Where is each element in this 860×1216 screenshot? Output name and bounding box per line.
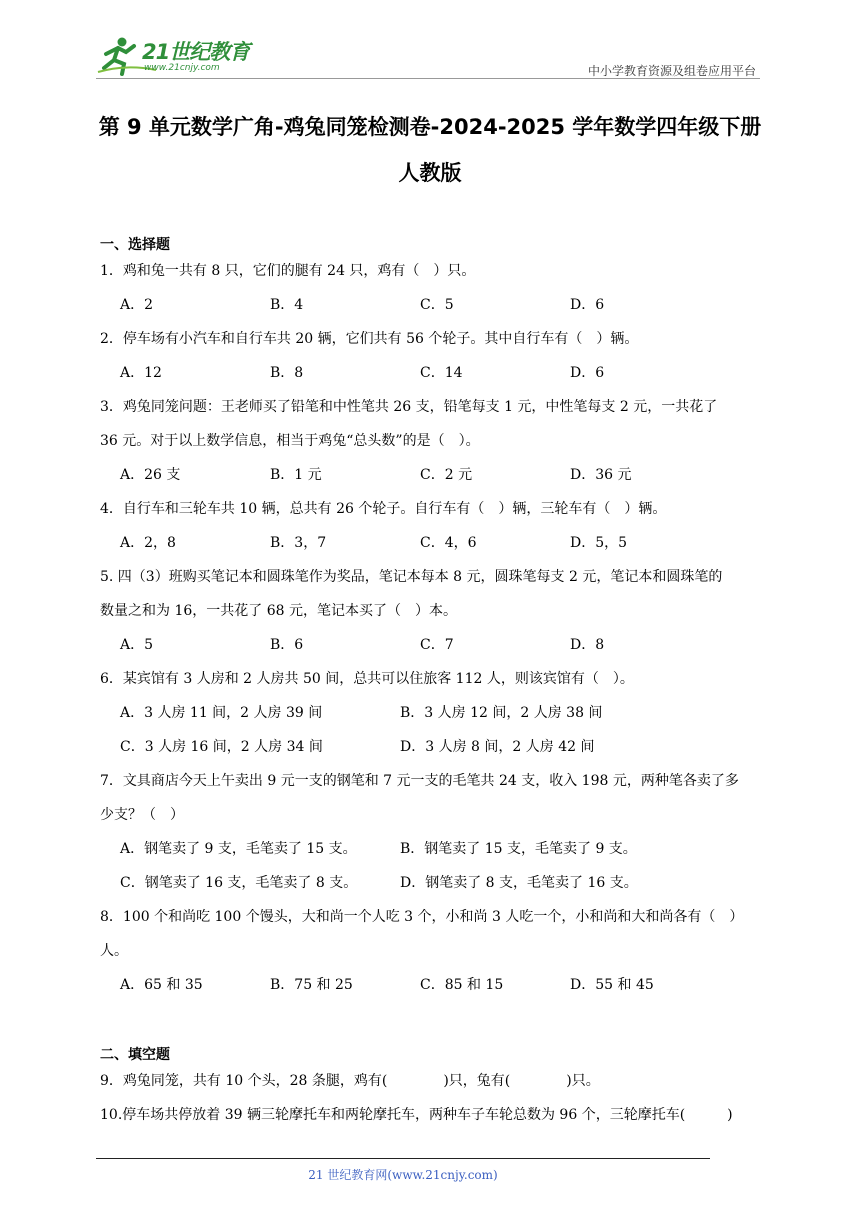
answer-option[interactable]: D．钢笔卖了 8 支，毛笔卖了 16 支。 [400, 875, 638, 891]
question-item [100, 390, 764, 492]
section-multiple-choice [100, 236, 764, 1002]
question-text: 6．某宾馆有 3 人房和 2 人房共 50 间，总共可以住旅客 112 人，则该宾馆有（ ）。 [100, 671, 634, 687]
site-logo [96, 34, 266, 76]
answer-option[interactable]: C．14 [420, 365, 463, 381]
options-row [100, 526, 764, 560]
answer-option[interactable]: B．钢笔卖了 15 支，毛笔卖了 9 支。 [400, 841, 637, 857]
question-item [100, 900, 764, 1002]
question-item [100, 764, 764, 900]
header-divider [96, 78, 760, 79]
answer-option[interactable]: B．4 [270, 297, 304, 313]
answer-option[interactable]: A．26 支 [120, 467, 181, 483]
footer-divider [96, 1158, 710, 1159]
answer-option[interactable]: A．钢笔卖了 9 支，毛笔卖了 15 支。 [120, 841, 357, 857]
answer-option[interactable]: B．3 人房 12 间，2 人房 38 间 [400, 705, 603, 721]
answer-option[interactable]: D．5，5 [570, 535, 628, 551]
answer-option[interactable]: B．75 和 25 [270, 977, 353, 993]
options-row [100, 730, 764, 764]
section-heading: 一、选择题 [100, 237, 170, 253]
question-text: 2．停车场有小汽车和自行车共 20 辆，它们共有 56 个轮子。其中自行车有（ ）辆。 [100, 331, 639, 347]
question-text: 3．鸡兔同笼问题：王老师买了铅笔和中性笔共 26 支，铅笔每支 1 元，中性笔每支 2 元，一共花了 [100, 399, 718, 415]
question-list [100, 1064, 764, 1132]
question-text: 7．文具商店今天上午卖出 9 元一支的钢笔和 7 元一支的毛笔共 24 支，收入 198 元，两种笔各卖了多 [100, 773, 739, 789]
question-item [100, 322, 764, 390]
question-text: 1．鸡和兔一共有 8 只，它们的腿有 24 只，鸡有（ ）只。 [100, 263, 476, 279]
answer-option[interactable]: D．3 人房 8 间，2 人房 42 间 [400, 739, 595, 755]
options-row [100, 288, 764, 322]
answer-option[interactable]: C．钢笔卖了 16 支，毛笔卖了 8 支。 [120, 875, 358, 891]
question-list [100, 254, 764, 1002]
question-text: 8．100 个和尚吃 100 个馒头，大和尚一个人吃 3 个，小和尚 3 人吃一个，小和尚和大和尚各有（ ） [100, 909, 744, 925]
answer-option[interactable]: D．8 [570, 637, 605, 653]
fill-question-text: 9．鸡兔同笼，共有 10 个头，28 条腿，鸡有( )只，兔有( )只。 [100, 1073, 600, 1089]
answer-option[interactable]: B．6 [270, 637, 304, 653]
question-item [100, 662, 764, 764]
answer-option[interactable]: A．2 [120, 297, 154, 313]
answer-option[interactable]: C．85 和 15 [420, 977, 504, 993]
fill-question-text: 10.停车场共停放着 39 辆三轮摩托车和两轮摩托车，两种车子车轮总数为 96 个，三轮摩托车( ) [100, 1107, 733, 1123]
section-fill-in [100, 1046, 764, 1132]
options-row [100, 696, 764, 730]
question-text: 36 元。对于以上数学信息，相当于鸡兔“总头数”的是（ ）。 [100, 433, 480, 449]
answer-option[interactable]: A．2，8 [120, 535, 176, 551]
answer-option[interactable]: A．12 [120, 365, 162, 381]
question-text: 人。 [100, 943, 128, 959]
question-item [100, 492, 764, 560]
answer-option[interactable]: B．1 元 [270, 467, 322, 483]
answer-option[interactable]: C．3 人房 16 间，2 人房 34 间 [120, 739, 323, 755]
answer-option[interactable]: B．3，7 [270, 535, 327, 551]
question-text: 5. 四（3）班购买笔记本和圆珠笔作为奖品，笔记本每本 8 元，圆珠笔每支 2 元，笔记本和圆珠笔的 [100, 569, 723, 585]
options-row [100, 866, 764, 900]
question-text: 少支？（ ） [100, 807, 184, 823]
question-text: 数量之和为 16，一共花了 68 元，笔记本买了（ ）本。 [100, 603, 457, 619]
answer-option[interactable]: B．8 [270, 365, 304, 381]
answer-option[interactable]: D．55 和 45 [570, 977, 654, 993]
answer-option[interactable]: C．7 [420, 637, 454, 653]
options-row [100, 356, 764, 390]
answer-option[interactable]: D．36 元 [570, 467, 632, 483]
answer-option[interactable]: A．5 [120, 637, 154, 653]
logo-text: 21世纪教育 [142, 40, 250, 64]
title-line-2: 人教版 [398, 161, 462, 185]
section-heading: 二、填空题 [100, 1047, 170, 1063]
options-row [100, 832, 764, 866]
answer-option[interactable]: A．65 和 35 [120, 977, 203, 993]
answer-option[interactable]: A．3 人房 11 间，2 人房 39 间 [120, 705, 323, 721]
options-row [100, 968, 764, 1002]
answer-option[interactable]: C．4，6 [420, 535, 477, 551]
options-row [100, 458, 764, 492]
answer-option[interactable]: C．2 元 [420, 467, 473, 483]
question-item [100, 560, 764, 662]
question-text: 4．自行车和三轮车共 10 辆，总共有 26 个轮子。自行车有（ ）辆，三轮车有（ ）辆。 [100, 501, 667, 517]
title-line-1: 第 9 单元数学广角-鸡兔同笼检测卷-2024-2025 学年数学四年级下册 [98, 115, 762, 139]
answer-option[interactable]: D．6 [570, 297, 605, 313]
platform-name: 中小学教育资源及组卷应用平台 [587, 64, 756, 78]
footer-source: 21 世纪教育网(www.21cnjy.com) [308, 1168, 498, 1182]
page-title [96, 104, 764, 196]
answer-option[interactable]: D．6 [570, 365, 605, 381]
logo-url: www.21cnjy.com [144, 63, 220, 73]
exam-content [100, 236, 764, 1132]
answer-option[interactable]: C．5 [420, 297, 454, 313]
question-item [100, 254, 764, 322]
options-row [100, 628, 764, 662]
page-header [96, 34, 760, 78]
